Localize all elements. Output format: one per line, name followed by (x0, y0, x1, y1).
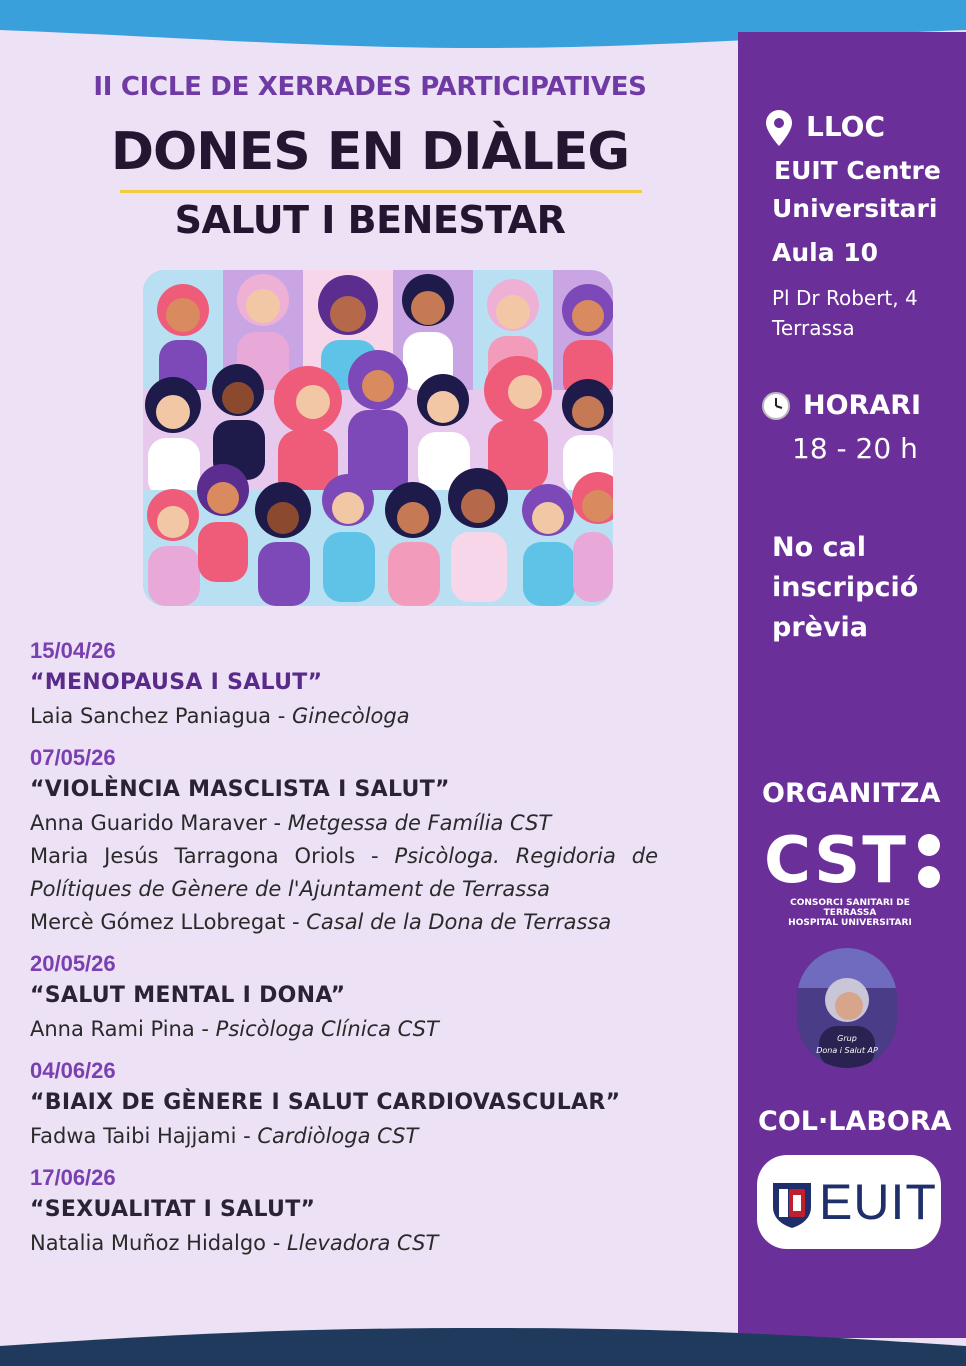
event-date: 07/05/26 (30, 745, 116, 770)
speaker-line: Fadwa Taibi Hajjami - Cardiòloga CST (30, 1124, 419, 1148)
euit-logo (757, 1155, 941, 1249)
event-title: “VIOLÈNCIA MASCLISTA I SALUT” (30, 777, 450, 802)
group-portrait (797, 948, 897, 1068)
event-title: “SEXUALITAT I SALUT” (30, 1197, 316, 1222)
speaker-name: Laia Sanchez Paniagua (30, 704, 272, 728)
speaker-role: Psicòloga. Regidoria de Polítiques de Gènere de l'Ajuntament de Terrassa (30, 844, 658, 901)
room-label: Aula 10 (772, 238, 879, 267)
event-date: 20/05/26 (30, 951, 116, 976)
speaker-name: Natalia Muñoz Hidalgo (30, 1231, 267, 1255)
speaker-role: Casal de la Dona de Terrassa (306, 910, 612, 934)
speaker-role: Ginecòloga (291, 704, 410, 728)
speaker-name: Mercè Gómez LLobregat (30, 910, 286, 934)
speaker-name: Anna Rami Pina (30, 1017, 195, 1041)
women-crowd-illustration (143, 270, 613, 606)
speaker-role: Metgessa de Família CST (287, 811, 552, 835)
events-list (30, 636, 658, 1270)
speaker-role: Psicòloga Clínica CST (215, 1017, 439, 1041)
registration-note-line2: inscripció (772, 572, 919, 603)
cst-caption-line1: CONSORCI SANITARI DE TERRASSA (790, 898, 910, 918)
euit-shield-icon (771, 1177, 813, 1229)
event-date: 17/06/26 (30, 1165, 116, 1190)
collaborator-label: COL·LABORA (758, 1106, 952, 1137)
event-title: “SALUT MENTAL I DONA” (30, 983, 346, 1008)
place-label: LLOC (806, 110, 886, 143)
cst-caption-line2: HOSPITAL UNIVERSITARI (788, 918, 912, 928)
event-item (30, 636, 658, 733)
group-caption-line2: Dona i Salut AP (816, 1046, 878, 1055)
location-pin-icon (766, 110, 792, 146)
cst-logo (764, 824, 936, 928)
speaker-role: Cardiòloga CST (257, 1124, 419, 1148)
cst-logo-dots (918, 834, 940, 888)
event-date: 04/06/26 (30, 1058, 116, 1083)
event-item (30, 1163, 658, 1260)
speaker-line: Anna Rami Pina - Psicòloga Clínica CST (30, 1017, 439, 1041)
group-caption-line1: Grup (837, 1034, 857, 1043)
schedule-time: 18 - 20 h (792, 432, 918, 465)
speaker-role: Llevadora CST (286, 1231, 439, 1255)
cycle-heading: II CICLE DE XERRADES PARTICIPATIVES (93, 72, 647, 102)
registration-note-line1: No cal (772, 532, 867, 563)
speaker-line: Laia Sanchez Paniagua - Ginecòloga (30, 704, 410, 728)
event-date: 15/04/26 (30, 638, 116, 663)
place-name-line2: Universitari (772, 194, 938, 223)
euit-logo-text: EUIT (819, 1174, 937, 1230)
title-underline (120, 190, 642, 193)
clock-icon (762, 392, 790, 420)
event-item (30, 743, 658, 939)
speaker-name: Fadwa Taibi Hajjami (30, 1124, 237, 1148)
event-title: “BIAIX DE GÈNERE I SALUT CARDIOVASCULAR” (30, 1090, 621, 1115)
cst-logo-text: CST (764, 824, 908, 898)
event-item (30, 1056, 658, 1153)
speaker-name: Anna Guarido Maraver (30, 811, 267, 835)
schedule-label: HORARI (803, 390, 922, 421)
event-item (30, 949, 658, 1046)
bottom-wave-decoration (0, 1306, 966, 1366)
speaker-line: Mercè Gómez LLobregat - Casal de la Dona de Terrassa (30, 910, 612, 934)
speaker-line: Maria Jesús Tarragona Oriols - Psicòloga. Regidoria de Polítiques de Gènere de l'Ajuntament de Terrassa (30, 844, 658, 901)
address-line2: Terrassa (772, 316, 855, 340)
poster-subtitle: SALUT I BENESTAR (174, 198, 566, 242)
address-line1: Pl Dr Robert, 4 (772, 286, 918, 310)
organizer-label: ORGANITZA (762, 778, 941, 809)
speaker-line: Natalia Muñoz Hidalgo - Llevadora CST (30, 1231, 439, 1255)
woman-figure (322, 474, 375, 602)
event-title: “MENOPAUSA I SALUT” (30, 670, 323, 695)
place-name-line1: EUIT Centre (774, 156, 941, 185)
info-sidebar (738, 32, 966, 1338)
poster-title: DONES EN DIÀLEG (110, 122, 630, 182)
registration-note-line3: prèvia (772, 612, 869, 643)
speaker-name: Maria Jesús Tarragona Oriols (30, 844, 356, 868)
speaker-line: Anna Guarido Maraver - Metgessa de Família CST (30, 811, 552, 835)
